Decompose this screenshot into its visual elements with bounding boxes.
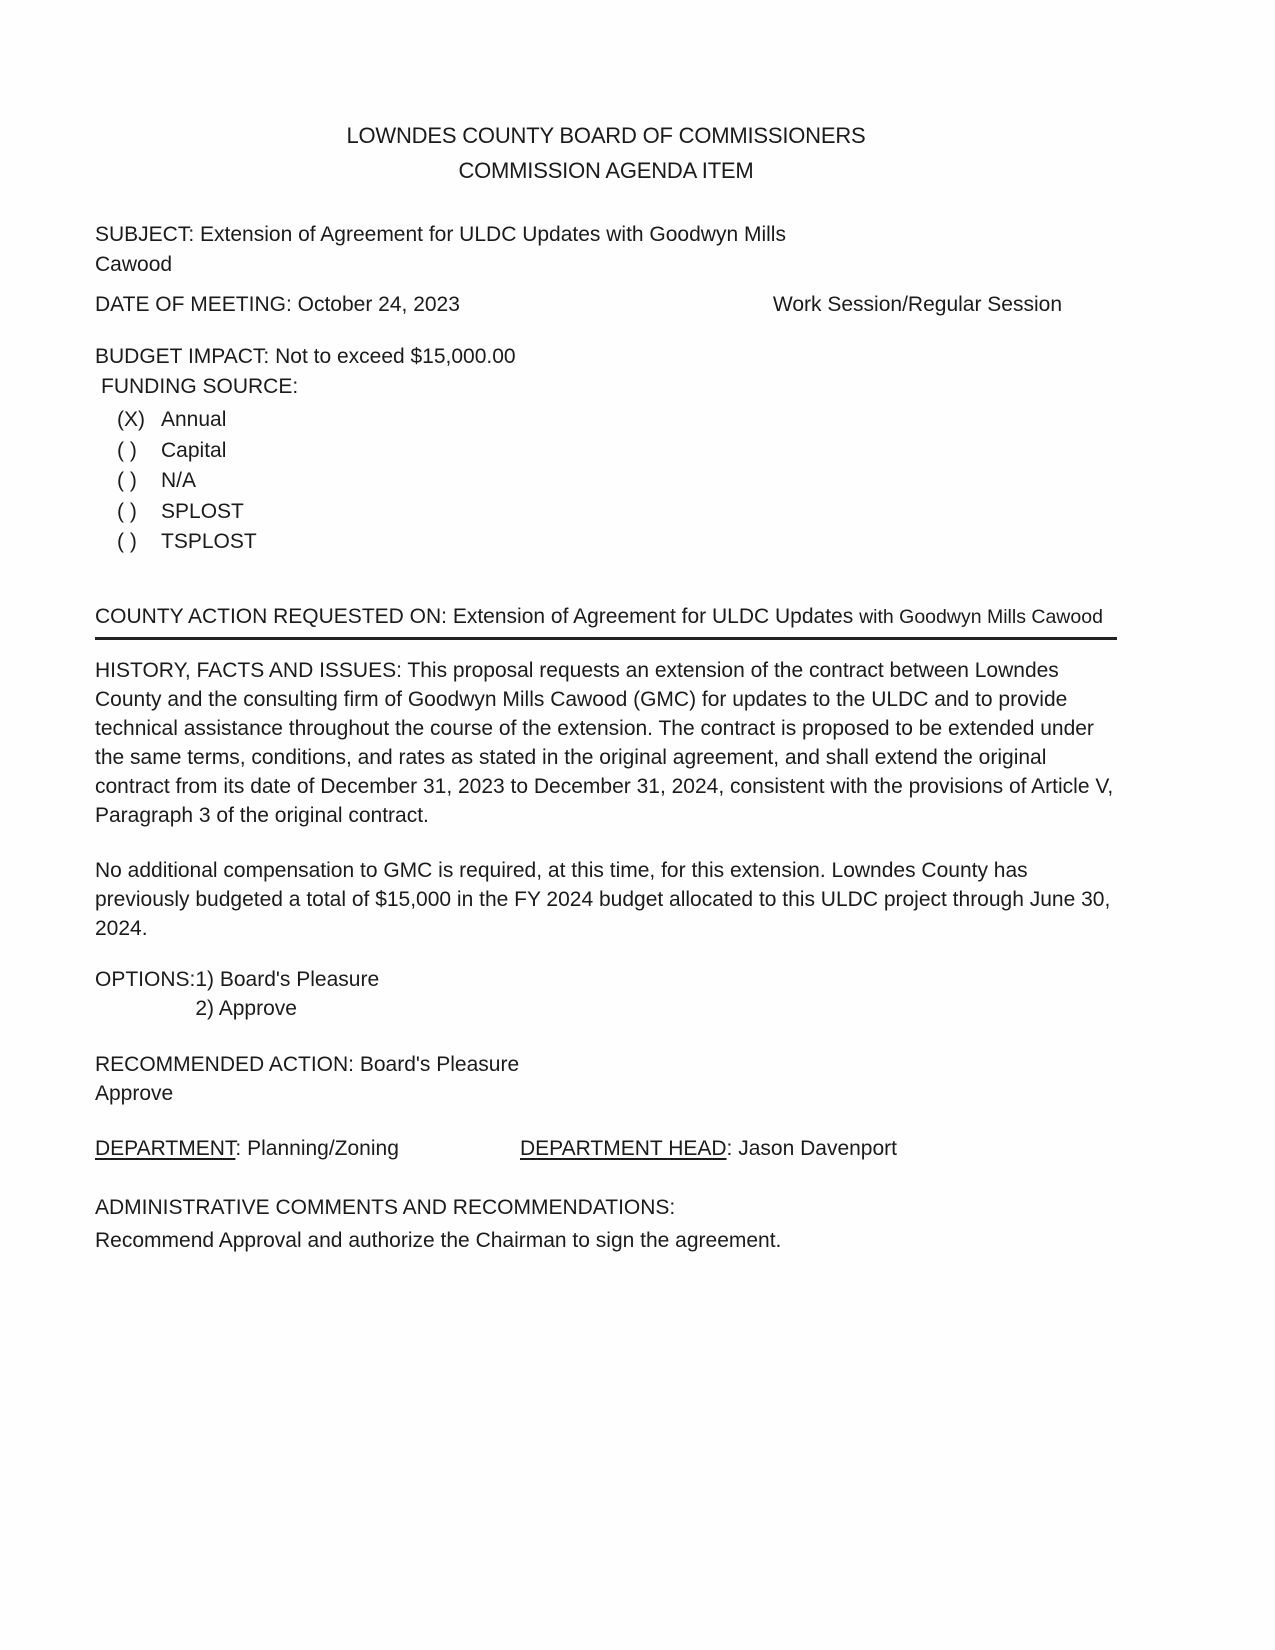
funding-option-label: SPLOST bbox=[161, 499, 244, 523]
subject-line bbox=[95, 220, 795, 280]
funding-option-capital bbox=[117, 436, 1117, 467]
document-content bbox=[95, 118, 1117, 1257]
admin-comments-block bbox=[95, 1191, 1117, 1257]
department-head-value: Jason Davenport bbox=[738, 1136, 897, 1160]
funding-option-annual bbox=[117, 405, 1117, 436]
department-value: Planning/Zoning bbox=[247, 1136, 399, 1160]
checkbox-mark: ( ) bbox=[117, 530, 137, 553]
county-action-line bbox=[95, 602, 1117, 640]
department-head-label: DEPARTMENT HEAD bbox=[520, 1136, 727, 1160]
history-label: HISTORY, FACTS AND ISSUES: bbox=[95, 658, 402, 682]
meeting-date-label: DATE OF MEETING: bbox=[95, 293, 292, 316]
budget-impact-line bbox=[95, 342, 1117, 372]
funding-options-list bbox=[95, 405, 1117, 558]
admin-comments-label: ADMINISTRATIVE COMMENTS AND RECOMMENDATIONS: bbox=[95, 1195, 676, 1219]
options-items bbox=[195, 965, 379, 1024]
checkbox-mark: ( ) bbox=[117, 469, 137, 492]
recommended-action-line bbox=[95, 1050, 1117, 1079]
department-line bbox=[95, 1134, 520, 1164]
funding-option-tsplost bbox=[117, 527, 1117, 558]
funding-option-na bbox=[117, 466, 1117, 497]
funding-option-label: N/A bbox=[161, 469, 197, 492]
document-title-line1: LOWNDES COUNTY BOARD OF COMMISSIONERS bbox=[346, 123, 866, 148]
recommended-action-line2: Approve bbox=[95, 1081, 174, 1105]
department-head-line bbox=[520, 1134, 897, 1164]
budget-impact-value: Not to exceed $15,000.00 bbox=[275, 345, 516, 368]
history-paragraph-1 bbox=[95, 656, 1117, 830]
county-action-value-suffix: with Goodwyn Mills Cawood bbox=[859, 605, 1103, 628]
recommended-action-block bbox=[95, 1050, 1117, 1108]
county-action-value: Extension of Agreement for ULDC Updates bbox=[452, 604, 854, 628]
history-text: This proposal requests an extension of the contract between Lowndes County and the consulting firm of Goodwyn Mills Cawood (GMC) for updates to the ULDC and to provide technical assistance throughout the course of the extension. The contract is proposed to be extended under the same terms, conditions, and rates as stated in the original agreement, and shall extend the original contract from its date of December 31, 2023 to December 31, 2024, consistent with the provisions of Article V, Paragraph 3 of the original contract. bbox=[95, 658, 1114, 827]
funding-option-splost bbox=[117, 497, 1117, 528]
department-head-separator: : bbox=[726, 1136, 733, 1160]
funding-option-label: Annual bbox=[161, 408, 227, 431]
session-type: Work Session/Regular Session bbox=[772, 293, 1062, 316]
funding-option-label: TSPLOST bbox=[161, 530, 257, 553]
admin-comments-value: Recommend Approval and authorize the Chairman to sign the agreement. bbox=[95, 1228, 782, 1252]
document-header bbox=[95, 118, 1117, 188]
funding-source-label: FUNDING SOURCE: bbox=[101, 375, 299, 398]
options-item-2: 2) Approve bbox=[195, 997, 297, 1020]
department-row bbox=[95, 1134, 1117, 1164]
meeting-date-value: October 24, 2023 bbox=[297, 293, 460, 316]
checkbox-mark: (X) bbox=[117, 408, 145, 431]
subject-label: SUBJECT: bbox=[95, 223, 195, 246]
document-title-line2: COMMISSION AGENDA ITEM bbox=[458, 158, 754, 183]
department-label: DEPARTMENT bbox=[95, 1136, 236, 1160]
recommended-action-value: Board's Pleasure bbox=[359, 1052, 520, 1076]
recommended-action-label: RECOMMENDED ACTION: bbox=[95, 1052, 355, 1076]
department-separator: : bbox=[235, 1136, 242, 1160]
meeting-date-line bbox=[95, 290, 460, 320]
county-action-label: COUNTY ACTION REQUESTED ON: bbox=[95, 604, 447, 628]
funding-option-label: Capital bbox=[161, 438, 227, 462]
meeting-row bbox=[95, 290, 1117, 320]
budget-impact-label: BUDGET IMPACT: bbox=[95, 345, 270, 368]
options-item-1: 1) Board's Pleasure bbox=[195, 967, 380, 991]
checkbox-mark: ( ) bbox=[117, 438, 137, 462]
options-label: OPTIONS: bbox=[95, 967, 196, 991]
history-paragraph-2: No additional compensation to GMC is required, at this time, for this extension. Lowndes County has previously budgeted a total of $15,000 in the FY 2024 budget allocated to this ULDC project through June 30, 2024. bbox=[95, 858, 1111, 940]
options-block bbox=[95, 965, 1117, 1024]
checkbox-mark: ( ) bbox=[117, 499, 137, 523]
subject-value: Extension of Agreement for ULDC Updates with Goodwyn Mills Cawood bbox=[95, 223, 786, 276]
